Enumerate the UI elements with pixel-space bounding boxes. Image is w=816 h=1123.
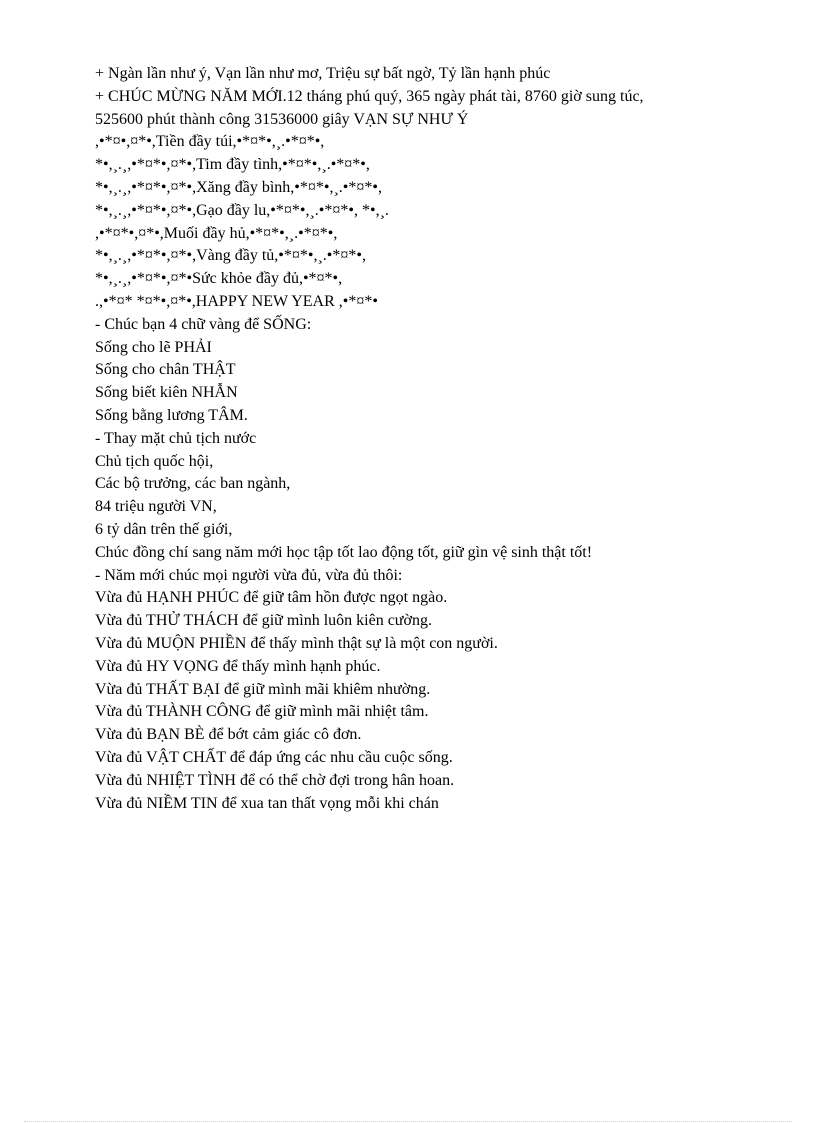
text-line: Vừa đủ VẬT CHẤT để đáp ứng các nhu cầu cuộc sống. — [95, 748, 453, 766]
text-line: Vừa đủ THỬ THÁCH để giữ mình luôn kiên cường. — [95, 612, 432, 630]
text-line: 84 triệu người VN, — [95, 498, 217, 516]
text-line: 6 tỷ dân trên thế giới, — [95, 520, 233, 538]
text-line: Vừa đủ THÀNH CÔNG để giữ mình mãi nhiệt tâm. — [95, 703, 429, 721]
text-line: 525600 phút thành công 31536000 giây VẠN SỰ NHƯ Ý — [95, 110, 469, 128]
text-line: - Thay mặt chủ tịch nước — [95, 429, 257, 447]
text-line: Vừa đủ HẠNH PHÚC để giữ tâm hồn được ngọt ngào. — [95, 589, 448, 607]
text-line: Sống cho chân THẬT — [95, 361, 236, 379]
text-line: Vừa đủ MUỘN PHIỀN để thấy mình thật sự là một con người. — [95, 634, 498, 652]
text-line: *•,¸.¸,•*¤*•,¤*•,Tim đầy tình,•*¤*•,¸.•*¤*•, — [95, 156, 370, 174]
text-line: + Ngàn lần như ý, Vạn lần như mơ, Triệu sự bất ngờ, Tỷ lần hạnh phúc — [95, 65, 551, 82]
document-page — [95, 63, 785, 815]
text-line: Vừa đủ HY VỌNG để thấy mình hạnh phúc. — [95, 657, 381, 675]
text-line: Chúc đồng chí sang năm mới học tập tốt lao động tốt, giữ gìn vệ sinh thật tốt! — [95, 543, 593, 561]
text-line: Sống cho lẽ PHẢI — [95, 338, 212, 356]
text-line: - Năm mới chúc mọi người vừa đủ, vừa đủ thôi: — [95, 566, 403, 584]
text-line: *•,¸.¸,•*¤*•,¤*•Sức khỏe đầy đủ,•*¤*•, — [95, 270, 343, 288]
text-line: - Chúc bạn 4 chữ vàng để SỐNG: — [95, 315, 312, 333]
text-line: + CHÚC MỪNG NĂM MỚI.12 tháng phú quý, 365 ngày phát tài, 8760 giờ sung túc, — [95, 87, 644, 105]
text-line: *•,¸.¸,•*¤*•,¤*•,Xăng đầy bình,•*¤*•,¸.•*¤*•, — [95, 178, 382, 196]
text-line: Sống bằng lương TÂM. — [95, 406, 248, 424]
text-line: Vừa đủ NHIỆT TÌNH để có thể chờ đợi trong hân hoan. — [95, 771, 455, 789]
text-line: Vừa đủ THẤT BẠI để giữ mình mãi khiêm nhường. — [95, 680, 431, 698]
text-line: ,•*¤*•,¤*•,Muối đầy hủ,•*¤*•,¸.•*¤*•, — [95, 224, 338, 242]
text-line: .,•*¤* *¤*•,¤*•,HAPPY NEW YEAR ,•*¤*• — [95, 292, 378, 310]
page-bottom-divider — [24, 1121, 792, 1122]
text-line: ,•*¤•,¤*•,Tiền đầy túi,•*¤*•,¸.•*¤*•, — [95, 133, 325, 151]
text-line: Vừa đủ BẠN BÈ để bớt cảm giác cô đơn. — [95, 726, 362, 744]
text-line: Sống biết kiên NHẪN — [95, 384, 238, 402]
text-line: *•,¸.¸,•*¤*•,¤*•,Vàng đầy tủ,•*¤*•,¸.•*¤*•, — [95, 247, 366, 265]
text-line: Vừa đủ NIỀM TIN để xua tan thất vọng mỗi khi chán — [95, 794, 439, 812]
text-line: *•,¸.¸,•*¤*•,¤*•,Gạo đầy lu,•*¤*•,¸.•*¤*•, *•,¸. — [95, 201, 389, 219]
text-line: Các bộ trưởng, các ban ngành, — [95, 475, 291, 493]
text-line: Chủ tịch quốc hội, — [95, 452, 214, 470]
